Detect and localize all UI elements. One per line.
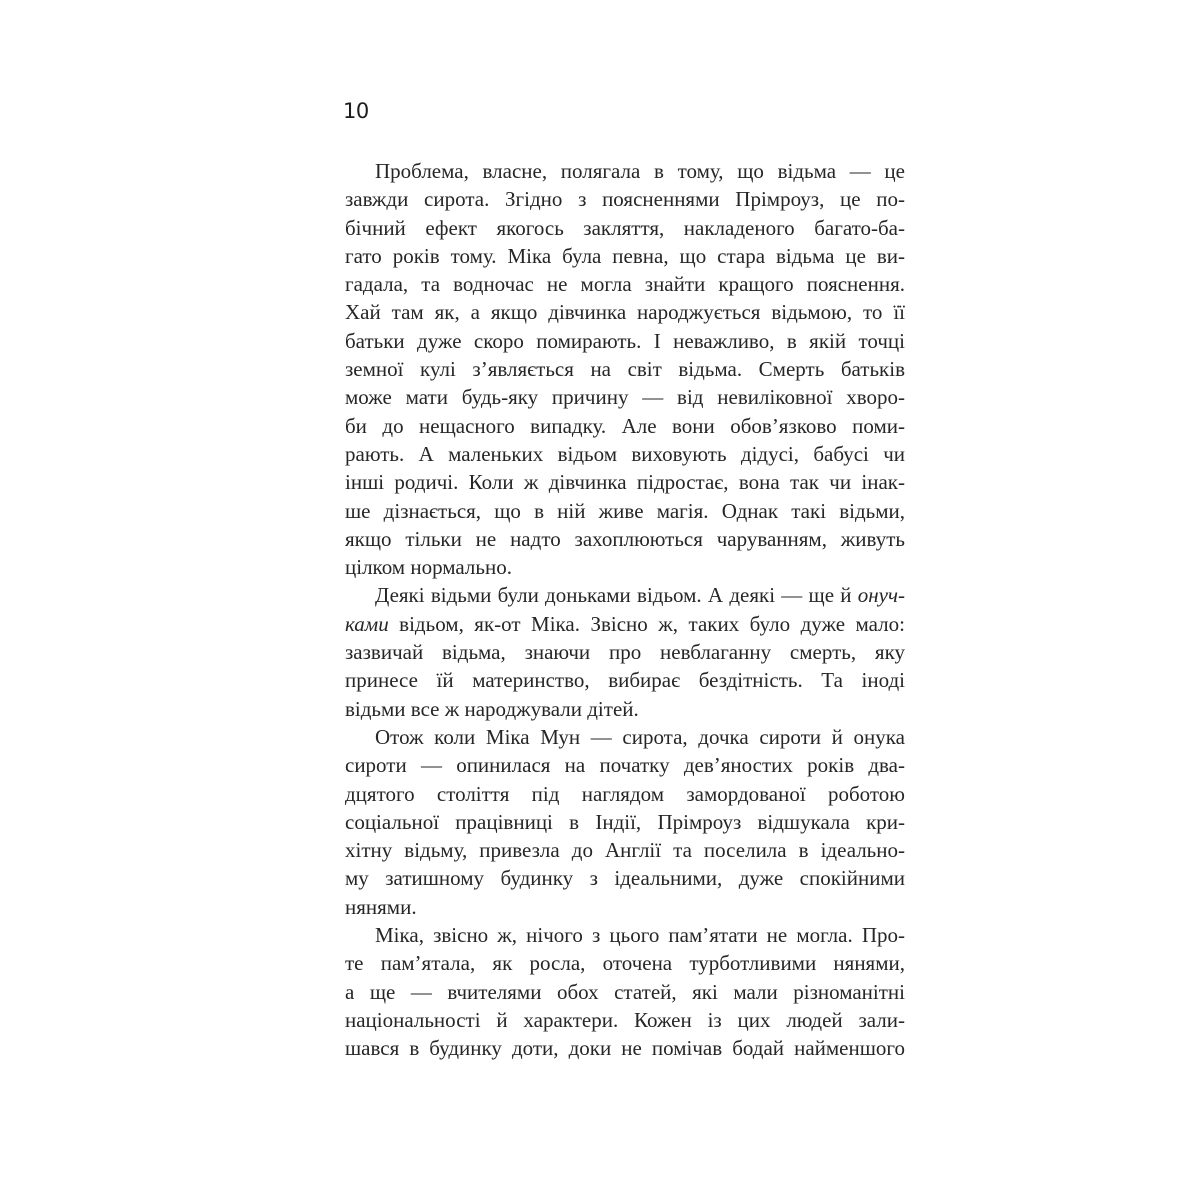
page-number: 10 (343, 99, 369, 123)
text-line: цілком нормально. (345, 555, 512, 580)
text-line: ше дізнається, що в ній живе магія. Однак такі відьми, (345, 498, 905, 523)
text-line: би до нещасного випадку. Але вони обов’язково поми- (345, 413, 905, 438)
text-line: му затишному будинку з ідеальними, дуже спокійними (345, 866, 905, 891)
text-line: земної кулі з’являється на світ відьма. Смерть батьків (345, 357, 905, 382)
text-line: хітну відьму, привезла до Англії та поселила в ідеально- (345, 838, 905, 863)
italic-text: онуч- (857, 583, 905, 608)
text-line: ками відьом, як-от Міка. Звісно ж, таких було дуже мало: (345, 611, 905, 636)
text-line: Деякі відьми були доньками відьом. А деякі — ще й онуч- (375, 583, 905, 608)
text-line: завжди сирота. Згідно з поясненнями Прімроуз, це по- (345, 187, 905, 212)
text-line: дцятого століття під наглядом замордованої роботою (345, 781, 905, 806)
text-line: інші родичі. Коли ж дівчинка підростає, вона так чи інак- (345, 470, 905, 495)
italic-text: ками (345, 611, 389, 636)
text-line: національності й характери. Кожен із цих людей зали- (345, 1007, 905, 1032)
text-line: а ще — вчителями обох статей, які мали різноманітні (345, 979, 905, 1004)
text-line: Проблема, власне, полягала в тому, що відьма — це (375, 159, 905, 183)
text-line: може мати будь-яку причину — від невиліковної хворо- (345, 385, 905, 410)
text-line: бічний ефект якогось закляття, накладеного багато-ба- (345, 215, 905, 240)
paragraph (345, 921, 905, 1062)
text-line: гато років тому. Міка була певна, що стара відьма це ви- (345, 243, 905, 268)
text-line: рають. А маленьких відьом виховують дідусі, бабусі чи (345, 441, 905, 466)
text-line: батьки дуже скоро помирають. І неважливо, в якій точці (345, 328, 905, 353)
text-line: Міка, звісно ж, нічого з цього пам’ятати не могла. Про- (375, 923, 905, 948)
text-line: шався в будинку доти, доки не помічав бодай найменшого (345, 1036, 905, 1061)
text-line: гадала, та водночас не могла знайти кращого пояснення. (345, 272, 905, 297)
text-block (345, 157, 905, 1063)
text-line: те пам’ятала, як росла, оточена турботливими нянями, (345, 951, 905, 976)
paragraph (345, 157, 905, 581)
text-line: соціальної працівниці в Індії, Прімроуз відшукала кри- (345, 809, 905, 834)
text-line: зазвичай відьма, знаючи про невблаганну смерть, яку (345, 640, 905, 665)
text-line: принесе їй материнство, вибирає бездітність. Та іноді (345, 668, 905, 693)
text-line: нянями. (345, 894, 417, 919)
text-line: Отож коли Міка Мун — сирота, дочка сироти й онука (375, 724, 905, 749)
paragraph (345, 581, 905, 722)
text-line: сироти — опинилася на початку дев’яностих років два- (345, 753, 905, 778)
text-line: якщо тільки не надто захоплюються чаруванням, живуть (345, 526, 905, 551)
paragraph (345, 723, 905, 921)
text-line: Хай там як, а якщо дівчинка народжується відьмою, то її (345, 300, 905, 325)
text-line: відьми все ж народжували дітей. (345, 696, 639, 721)
